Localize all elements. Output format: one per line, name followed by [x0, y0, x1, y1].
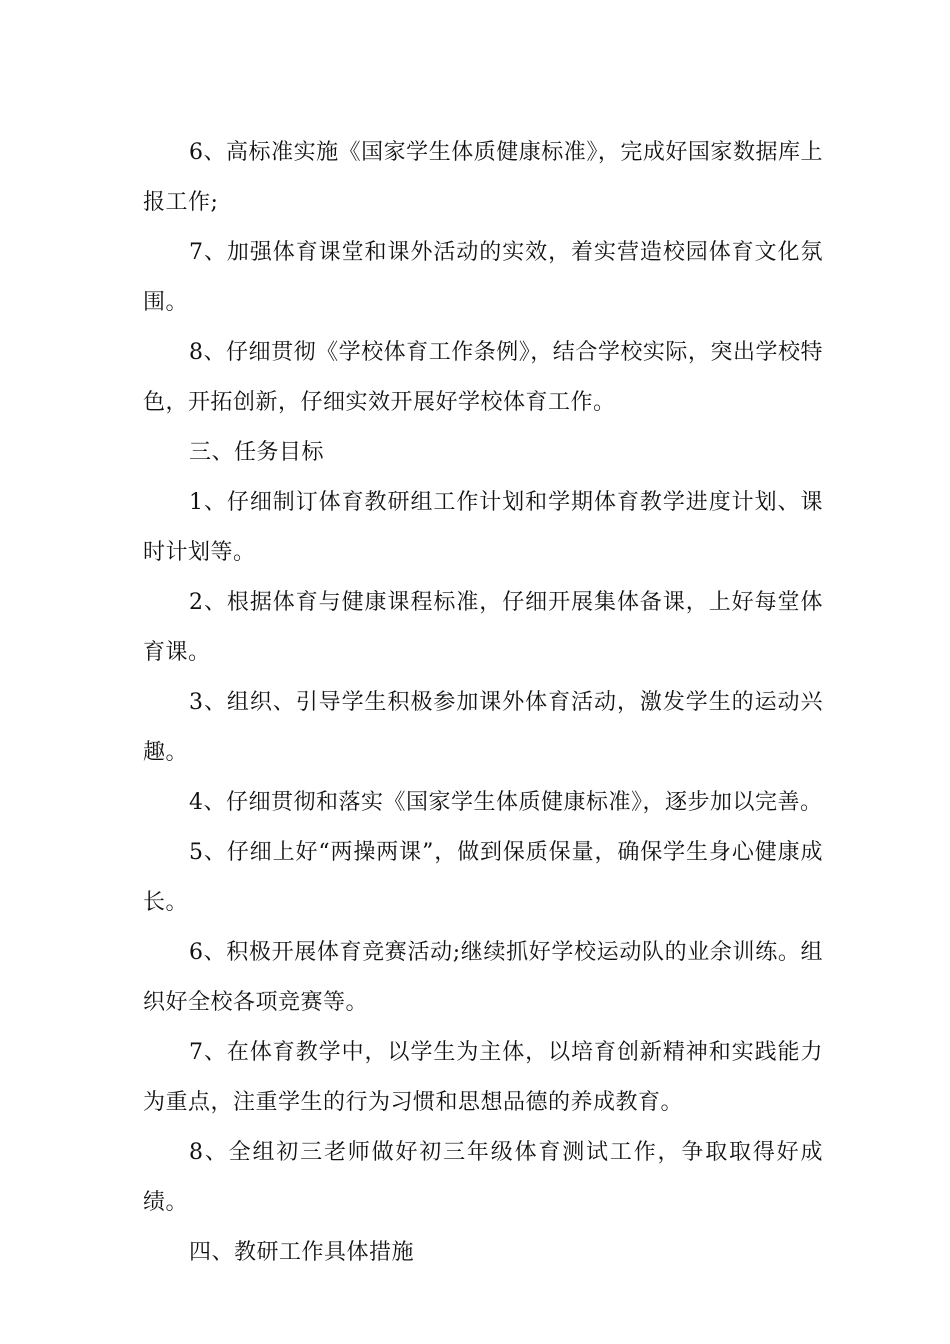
- section-heading-task-goals: 三、任务目标: [189, 440, 325, 465]
- paragraph-task-3: 3、组织、引导学生积极参加课外体育活动，激发学生的运动兴趣。: [143, 690, 823, 765]
- paragraph-goal-6: 6、高标准实施《国家学生体质健康标准》，完成好国家数据库上报工作;: [143, 140, 823, 215]
- paragraph-task-7: 7、在体育教学中，以学生为主体，以培育创新精神和实践能力为重点，注重学生的行为习惯和思想品德的养成教育。: [143, 1040, 823, 1115]
- paragraph-goal-7: 7、加强体育课堂和课外活动的实效，着实营造校园体育文化氛围。: [143, 240, 823, 315]
- paragraph-task-2: 2、根据体育与健康课程标准，仔细开展集体备课，上好每堂体育课。: [143, 590, 823, 665]
- paragraph-task-4: 4、仔细贯彻和落实《国家学生体质健康标准》，逐步加以完善。: [189, 790, 823, 815]
- paragraph-task-8: 8、全组初三老师做好初三年级体育测试工作，争取取得好成绩。: [143, 1140, 823, 1215]
- paragraph-task-1: 1、仔细制订体育教研组工作计划和学期体育教学进度计划、课时计划等。: [143, 490, 823, 565]
- section-heading-research-measures: 四、教研工作具体措施: [189, 1240, 415, 1265]
- paragraph-task-5: 5、仔细上好“两操两课”，做到保质保量，确保学生身心健康成长。: [143, 840, 823, 915]
- paragraph-task-6: 6、积极开展体育竞赛活动;继续抓好学校运动队的业余训练。组织好全校各项竞赛等。: [143, 940, 823, 1015]
- document-body: [143, 128, 823, 1278]
- paragraph-goal-8: 8、仔细贯彻《学校体育工作条例》，结合学校实际，突出学校特色，开拓创新，仔细实效开展好学校体育工作。: [143, 340, 823, 415]
